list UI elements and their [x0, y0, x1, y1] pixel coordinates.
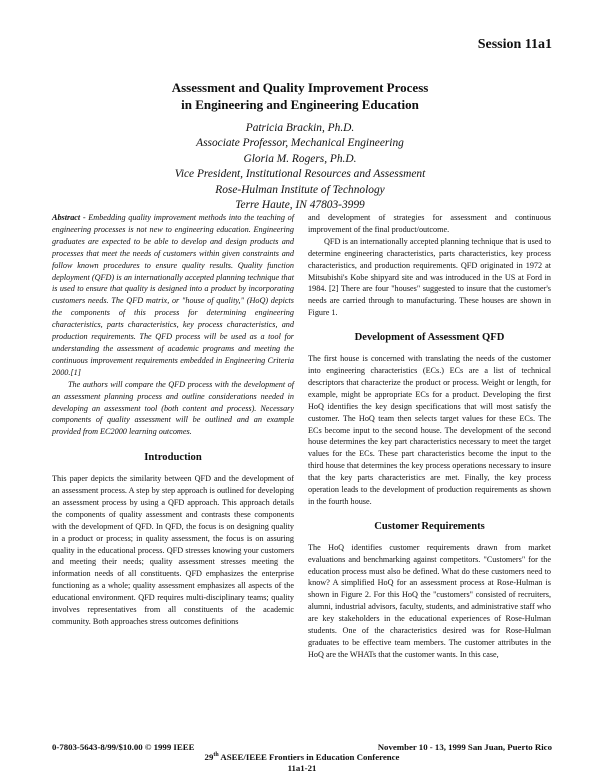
right-column	[308, 212, 551, 661]
page-number: 11a1-21	[287, 763, 317, 773]
footer-copyright: 0-7803-5643-8/99/$10.00 © 1999 IEEE	[52, 742, 195, 752]
development-heading: Development of Assessment QFD	[354, 332, 505, 344]
introduction-heading: Introduction	[144, 452, 202, 464]
author-1-title: Associate Professor, Mechanical Engineering	[196, 137, 404, 150]
footer-location: November 10 - 13, 1999 San Juan, Puerto Rico	[377, 742, 552, 752]
author-2-name: Gloria M. Rogers, Ph.D.	[243, 152, 357, 165]
left-column	[52, 212, 294, 628]
qfd-paragraph: QFD is an internationally accepted planning technique that is used to determine engineering characteristics, parts characteristics, key process characteristics, and production requirements. QFD originated in 1972 at Mitsubishi's Kobe shipyard site and was introduced in the US at Ford in 1984. [2] There are four "houses" suggested to insure that the customer's needs are carried through to manufacturing. These houses are shown in Figure 1.	[308, 236, 551, 318]
conf-suffix: th	[213, 752, 219, 759]
title-line-1: Assessment and Quality Improvement Process	[171, 80, 429, 95]
abstract-paragraph-1	[52, 212, 294, 379]
abstract-paragraph-2: The authors will compare the QFD process with the development of an assessment planning process and outline considerations needed in developing an assessment tool (both content and process). Necessary components of quality assessment will be outlined and an example provided from EC2000 learning outcomes.	[52, 379, 294, 437]
address: Terre Haute, IN 47803-3999	[235, 199, 365, 212]
conf-number: 29	[204, 752, 214, 762]
abstract-label: Abstract	[52, 213, 81, 222]
introduction-paragraph: This paper depicts the similarity between QFD and the development of an assessment process. A step by step approach is outlined for developing an assessment process by using a QFD approach. This approach details the components of quality assessment and contrasts these components with the development of QFD. In QFD, the focus is on designing quality in a product or process; in quality assessment, the focus is on assuring quality in the educational process. QFD stresses knowing your customers and meeting their needs; quality assessment stresses meeting the information needs of all constituents. QFD emphasizes the enterprise functioning as a whole; quality assessment emphasizes all aspects of the educational environment. QFD requires multi-disciplinary teams; quality involves representatives from all constituents of the academic community. Both approaches stress outcomes definitions	[52, 474, 294, 626]
author-block	[0, 121, 600, 213]
continued-paragraph: and development of strategies for assessment and continuous improvement of the final product/outcome.	[308, 213, 551, 234]
development-paragraph: The first house is concerned with translating the needs of the customer into engineering characteristics (ECs.) ECs are a list of technical descriptors that characterize the product or process. Weight or length, for example, might be appropriate ECs for a product. Developing the first HoQ identifies the key design specifications that will most satisfy the customer. The HoQ team then selects target values for these ECs. The ECs become input to the second house. The development of the second house determines the key part characteristics necessary to meet the target values for the ECs. These part characteristics become the input to the third house that determines the key process operations necessary to insure that the key parts characteristics are met. Finally, the key process operation leads to the development of production requirements as shown in the fourth house.	[308, 354, 551, 506]
institution: Rose-Hulman Institute of Technology	[215, 183, 385, 196]
footer-conference	[52, 752, 552, 762]
author-2-title: Vice President, Institutional Resources and Assessment	[174, 168, 426, 181]
paper-title	[0, 79, 600, 113]
customer-paragraph: The HoQ identifies customer requirements drawn from market evaluations and benchmarking against competitors. "Customers" for the education process must also be defined. What do these customers need to know? A simplified HoQ for an assessment process at Rose-Hulman is shown in Figure 2. For this HoQ the "customers" consisted of recruiters, alumni, industrial advisors, faculty, students, and administrative staff who are key stakeholders in the educational experiences of Rose-Hulman students. One of the characteristics desired was for Rose-Hulman graduates to be effective team members. The customer attributes in the HoQ are the WHATs that the customer wants. In this case,	[308, 542, 551, 659]
session-label: Session 11a1	[477, 37, 552, 52]
customer-heading: Customer Requirements	[374, 520, 485, 532]
conf-name: ASEE/IEEE Frontiers in Education Conference	[218, 752, 400, 762]
author-1-name: Patricia Brackin, Ph.D.	[245, 122, 355, 134]
title-line-2: in Engineering and Engineering Education	[181, 97, 419, 112]
abstract-text: - Embedding quality improvement methods into the teaching of engineering processes is not new to engineering education. Engineering graduates are expected to be able to develop and design products and processes that meet the needs of customers within given constraints and follow known procedures to ensure quality results. Quality function deployment (QFD) is an internationally accepted planning technique that is used to ensure that quality is designed into a product by incorporating customers needs. The QFD matrix, or "house of quality," (HoQ) depicts the components of this process for determining engineering characteristics, parts characteristics, key process characteristics, and production requirements. The QFD process will be used as a tool for understanding the assessment of academic programs and meeting the continuous improvement requirements embedded in Engineering Criteria 2000.[1]	[52, 213, 294, 377]
